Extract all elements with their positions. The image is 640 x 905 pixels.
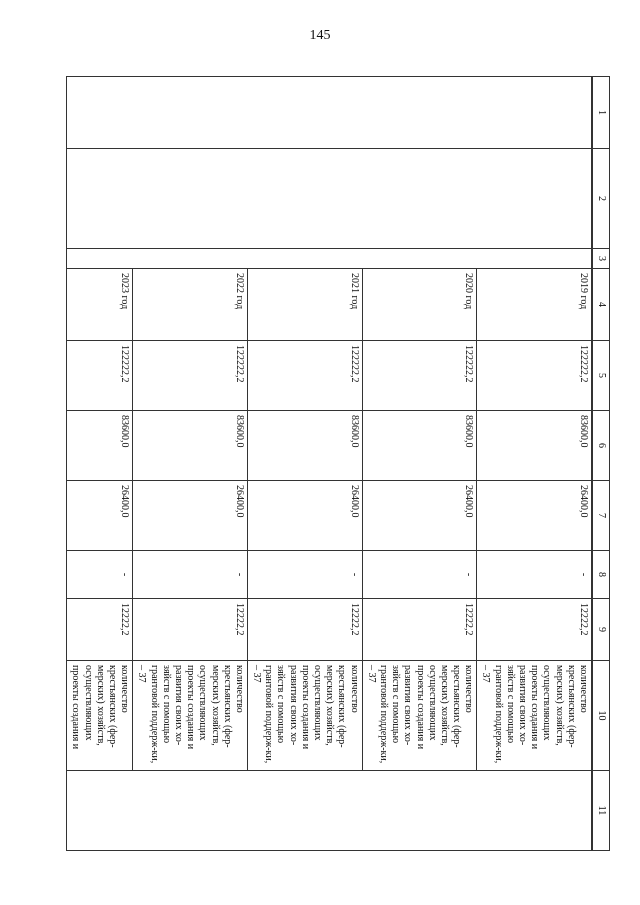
col2-cell [67, 149, 592, 249]
regional-cell: 26400,0 [67, 481, 133, 551]
col11-cell [67, 771, 592, 851]
header-cell-7: 7 [593, 481, 610, 551]
federal-cell: 83600,0 [67, 411, 133, 481]
header-cell-9: 9 [593, 599, 610, 661]
indicator-cell: количество крестьянских (фер-мерских) хозяйств, осуществляющих проекты создания и развития своих хо-зяйств с помощью грантовой поддерж-ки, – 37 [362, 661, 477, 771]
other-cell: 12222,2 [67, 599, 133, 661]
header-cell-3: 3 [593, 249, 610, 269]
local-cell: - [477, 551, 592, 599]
col1-cell [67, 77, 592, 149]
federal-cell: 83600,0 [247, 411, 362, 481]
spacer-row [592, 77, 593, 851]
year-cell: 2021 год [247, 269, 362, 341]
indicator-cell: количество крестьянских (фер-мерских) хозяйств, осуществляющих проекты создания и развития своих хо-зяйств с помощью грантовой поддерж-ки, – 37 [133, 661, 248, 771]
total-cell: 122222,2 [67, 341, 133, 411]
header-row [593, 77, 610, 851]
year-cell: 2019 год [477, 269, 592, 341]
header-cell-8: 8 [593, 551, 610, 599]
total-cell: 122222,2 [133, 341, 248, 411]
header-cell-2: 2 [593, 149, 610, 249]
regional-cell: 26400,0 [247, 481, 362, 551]
page-number: 145 [309, 28, 331, 43]
header-cell-1: 1 [593, 77, 610, 149]
header-cell-10: 10 [593, 661, 610, 771]
rotated-table-frame [70, 76, 610, 850]
local-cell: - [247, 551, 362, 599]
other-cell: 12222,2 [247, 599, 362, 661]
indicator-cell: количество крестьянских (фер-мерских) хозяйств, осуществляющих проекты создания и развития своих хо-зяйств с помощью грантовой поддерж-ки, – 37 [477, 661, 592, 771]
regional-cell: 26400,0 [362, 481, 477, 551]
program-table [66, 76, 610, 851]
other-cell: 12222,2 [133, 599, 248, 661]
federal-cell: 83600,0 [133, 411, 248, 481]
local-cell: - [67, 551, 133, 599]
header-cell-5: 5 [593, 341, 610, 411]
year-cell: 2023 год [67, 269, 133, 341]
total-cell: 122222,2 [247, 341, 362, 411]
year-cell: 2022 год [133, 269, 248, 341]
federal-cell: 83600,0 [477, 411, 592, 481]
rotated-table-sheet [70, 76, 610, 850]
regional-cell: 26400,0 [133, 481, 248, 551]
header-cell-11: 11 [593, 771, 610, 851]
local-cell: - [362, 551, 477, 599]
local-cell: - [133, 551, 248, 599]
regional-cell: 26400,0 [477, 481, 592, 551]
year-cell: 2020 год [362, 269, 477, 341]
other-cell: 12222,2 [362, 599, 477, 661]
col3-cell [67, 249, 592, 269]
table-row [477, 77, 592, 851]
header-cell-6: 6 [593, 411, 610, 481]
indicator-cell: количество крестьянских (фер-мерских) хозяйств, осуществляющих проекты создания и [67, 661, 133, 771]
federal-cell: 83600,0 [362, 411, 477, 481]
indicator-cell: количество крестьянских (фер-мерских) хозяйств, осуществляющих проекты создания и развития своих хо-зяйств с помощью грантовой поддерж-ки, – 37 [247, 661, 362, 771]
header-cell-4: 4 [593, 269, 610, 341]
total-cell: 122222,2 [477, 341, 592, 411]
total-cell: 122222,2 [362, 341, 477, 411]
other-cell: 12222,2 [477, 599, 592, 661]
